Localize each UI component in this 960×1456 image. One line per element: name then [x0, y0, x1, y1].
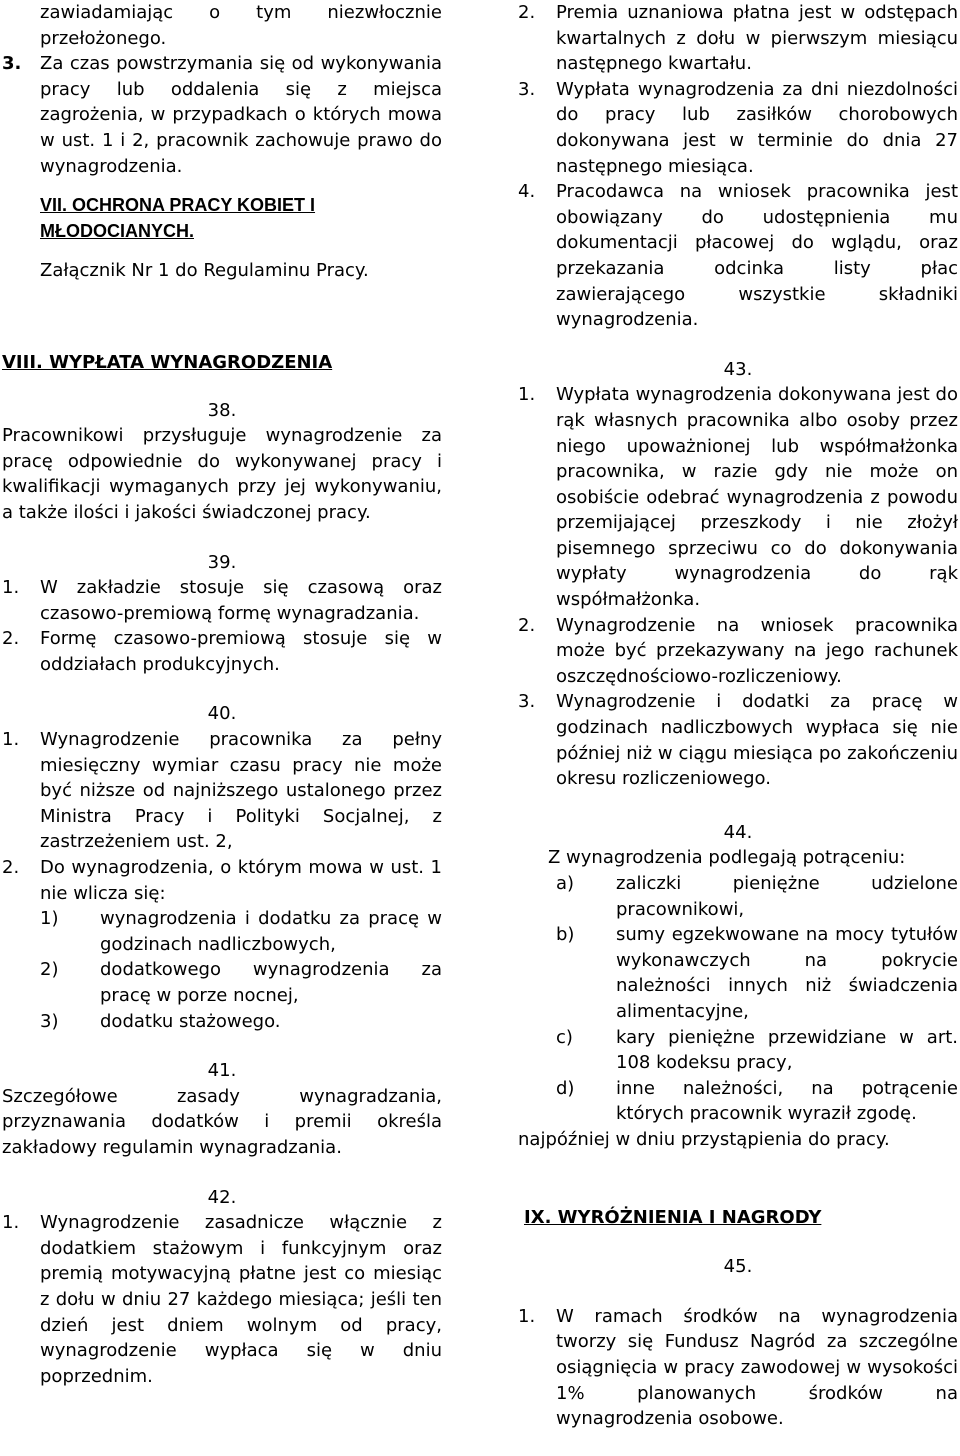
- left-column: [2, 0, 442, 1389]
- article-44-item-a: [518, 871, 958, 922]
- item-text: Wynagrodzenie pracownika za pełny miesięczny wymiar czasu pracy nie może być niższe od najniższego ustalonego przez Ministra Pracy i Polityki Socjalnej, z zastrzeżeniem ust. 2,: [40, 729, 442, 853]
- item-text: Pracodawca na wniosek pracownika jest obowiązany do udostępnienia mu dokumentacji płacowej do wglądu, oraz przekazania odcinka listy płac zawierającego wszystkie składniki wynagrodzenia.: [556, 181, 958, 331]
- article-40-item-2: [2, 855, 442, 906]
- article-39-item-1: [2, 575, 442, 626]
- subitem-text: dodatku stażowego.: [100, 1010, 281, 1032]
- item-number: 1.: [2, 577, 20, 599]
- item-text: Wypłata wynagrodzenia dokonywana jest do rąk własnych pracownika albo osoby przez niego upoważnionej lub współmałżonka pracownika, w razie gdy nie może on osobiście odebrać wynagrodzenia z powodu przemijającej przeszkody i nie złożył pisemnego sprzeciwu co do dokonywania wypłaty wynagrodzenia do rąk współmałżonka.: [556, 384, 958, 611]
- article-44-item-b: [518, 922, 958, 1024]
- item-text: Formę czasowo-premiową stosuje się w oddziałach produkcyjnych.: [40, 628, 442, 675]
- article-42-item-4: [518, 179, 958, 333]
- subitem-number: 1): [40, 908, 59, 930]
- subitem-text: wynagrodzenia i dodatku za pracę w godzinach nadliczbowych,: [100, 908, 442, 955]
- article-44-intro: Z wynagrodzenia podlegają potrąceniu:: [548, 847, 906, 869]
- article-38-number: 38.: [207, 399, 237, 421]
- item-number: 3.: [518, 78, 536, 100]
- item-number: 2.: [518, 2, 536, 23]
- subitem-text: kary pieniężne przewidziane w art. 108 kodeksu pracy,: [616, 1026, 958, 1074]
- subitem-text: dodatkowego wynagrodzenia za pracę w porze nocnej,: [100, 959, 442, 1006]
- item-text: Do wynagrodzenia, o którym mowa w ust. 1 nie wlicza się:: [40, 857, 442, 904]
- right-column: [518, 0, 958, 1432]
- top-fragment: zawiadamiając o tym niezwłocznie przełożonego.: [40, 2, 442, 49]
- article-43-number: 43.: [723, 358, 753, 380]
- item-text: W ramach środków na wynagrodzenia tworzy się Fundusz Nagród za szczególne osiągnięcia w pracy zawodowej w wysokości 1% planowanych środków na wynagrodzenia osobowe.: [556, 1305, 958, 1430]
- section-7-heading: VII. OCHRONA PRACY KOBIET I MŁODOCIANYCH.: [40, 195, 316, 241]
- item-text: Wynagrodzenie na wniosek pracownika może być przekazywany na jego rachunek oszczędnościowo-rozliczeniowy.: [556, 614, 958, 687]
- article-44-item-d: [518, 1076, 958, 1127]
- article-40-number: 40.: [207, 703, 237, 725]
- article-40-item-1: [2, 727, 442, 855]
- subitem-letter: d): [556, 1077, 575, 1099]
- item-number: 2.: [518, 614, 536, 636]
- subitem-text: sumy egzekwowane na mocy tytułów wykonawczych na pokrycie należności innych niż świadczenia alimentacyjne,: [616, 924, 958, 1022]
- article-40-subitem-2: [2, 957, 442, 1008]
- subitem-letter: b): [556, 924, 575, 946]
- article-42-item-1: [2, 1210, 442, 1389]
- subitem-text: zaliczki pieniężne udzielone pracownikowi,: [616, 873, 958, 920]
- section-8-heading: VIII. WYPŁATA WYNAGRODZENIA: [2, 351, 333, 373]
- section-7-annex: Załącznik Nr 1 do Regulaminu Pracy.: [40, 260, 369, 282]
- subitem-letter: a): [556, 873, 575, 894]
- article-40-subitem-1: [2, 906, 442, 957]
- item-number: 2.: [2, 857, 20, 879]
- item-text: Wynagrodzenie zasadnicze włącznie z dodatkiem stażowym i funkcyjnym oraz premią motywacyjną płatne jest co miesiąc z dołu w dniu 27 każdego miesiąca; jeśli ten dzień jest dniem wolnym od pracy, wynagrodzenie wypłaca się w dniu poprzednim.: [40, 1212, 442, 1387]
- subitem-letter: c): [556, 1026, 573, 1048]
- article-43-item-3: [518, 689, 958, 791]
- item-text: Wynagrodzenie i dodatki za pracę w godzinach nadliczbowych wypłaca się nie później niż w ciągu miesiąca po zakończeniu okresu rozliczeniowego.: [556, 691, 958, 790]
- article-45-item-1: [518, 1304, 958, 1432]
- item-3: [2, 51, 442, 179]
- article-42-item-3: [518, 77, 958, 179]
- article-41-number: 41.: [207, 1060, 237, 1082]
- item-number: 1.: [518, 1305, 536, 1327]
- item-number: 1.: [518, 384, 536, 406]
- article-42-number: 42.: [207, 1186, 237, 1208]
- article-44-item-c: [518, 1025, 958, 1076]
- item-number: 1.: [2, 1212, 20, 1234]
- article-39-number: 39.: [207, 551, 237, 573]
- subitem-text: inne należności, na potrącenie których pracownik wyraził zgodę.: [616, 1077, 958, 1125]
- item-number: 3.: [2, 53, 22, 75]
- article-45-number: 45.: [723, 1256, 753, 1278]
- subitem-number: 3): [40, 1010, 59, 1032]
- article-39-item-2: [2, 626, 442, 677]
- article-44-number: 44.: [723, 821, 753, 843]
- article-40-subitem-3: [2, 1009, 442, 1035]
- item-number: 3.: [518, 691, 536, 713]
- item-text: Wypłata wynagrodzenia za dni niezdolności do pracy lub zasiłków chorobowych dokonywana jest w terminie do dnia 27 następnego miesiąca.: [556, 78, 958, 177]
- item-number: 4.: [518, 181, 536, 203]
- item-number: 1.: [2, 729, 20, 751]
- article-43-item-1: [518, 382, 958, 612]
- article-42-item-2: [518, 0, 958, 77]
- article-41-text: Szczegółowe zasady wynagradzania, przyznawania dodatków i premii określa zakładowy regulamin wynagradzania.: [2, 1085, 442, 1158]
- article-44-outro: najpóźniej w dniu przystąpienia do pracy.: [518, 1128, 890, 1150]
- item-text: Za czas powstrzymania się od wykonywania pracy lub oddalenia się z miejsca zagrożenia, w przypadkach o których mowa w ust. 1 i 2, pracownik zachowuje prawo do wynagrodzenia.: [40, 53, 442, 177]
- item-text: W zakładzie stosuje się czasową oraz czasowo-premiową formę wynagradzania.: [40, 577, 442, 624]
- section-9-heading: IX. WYRÓŻNIENIA I NAGRODY: [524, 1206, 822, 1228]
- article-43-item-2: [518, 613, 958, 690]
- subitem-number: 2): [40, 959, 59, 981]
- item-text: Premia uznaniowa płatna jest w odstępach kwartalnych z dołu w pierwszym miesiącu następnego kwartału.: [556, 2, 958, 75]
- item-number: 2.: [2, 628, 20, 650]
- article-38-text: Pracownikowi przysługuje wynagrodzenie za pracę odpowiednie do wykonywanej pracy i kwalifikacji wymaganych przy jej wykonywaniu, a także ilości i jakości świadczonej pracy.: [2, 425, 442, 523]
